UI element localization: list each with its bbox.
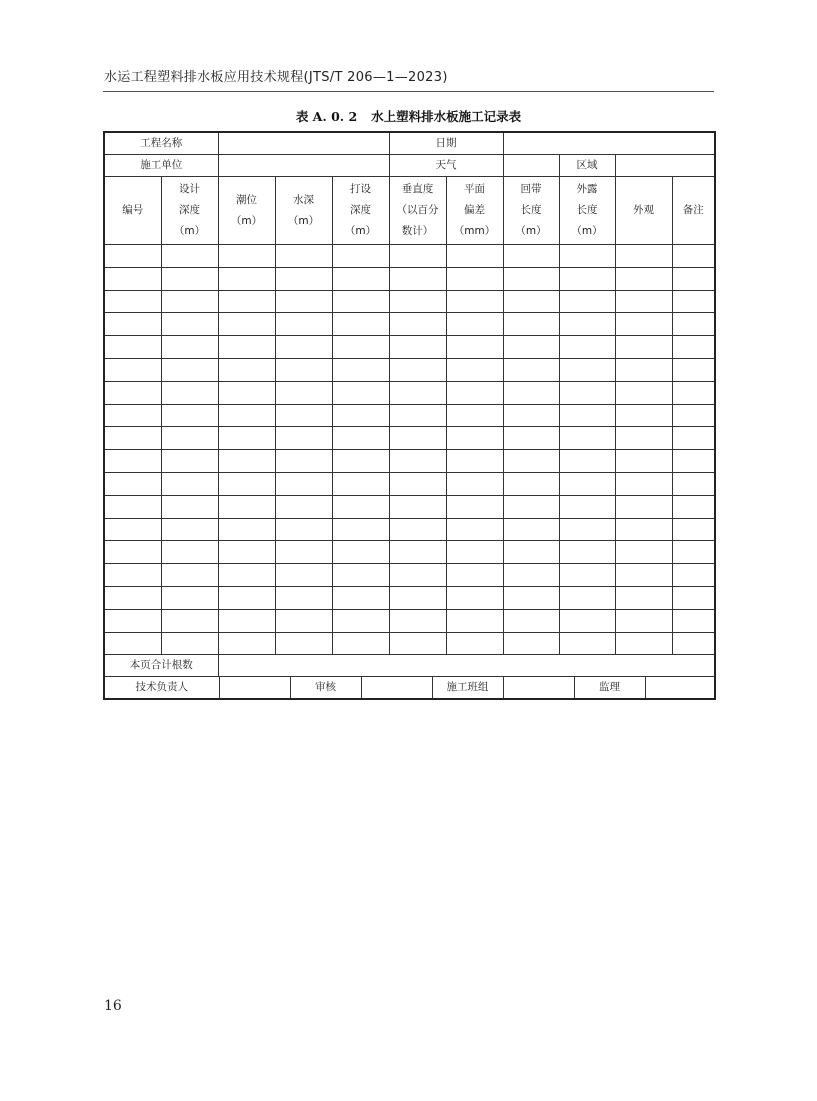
data-cell[interactable]	[446, 564, 503, 587]
date-value[interactable]	[503, 132, 715, 155]
data-cell[interactable]	[446, 381, 503, 404]
data-cell[interactable]	[218, 381, 275, 404]
data-cell[interactable]	[161, 450, 218, 473]
data-cell[interactable]	[559, 586, 615, 609]
data-cell[interactable]	[503, 267, 559, 290]
data-cell[interactable]	[559, 495, 615, 518]
data-cell[interactable]	[559, 632, 615, 655]
column-header-line: 深度	[350, 204, 371, 216]
data-cell[interactable]	[389, 336, 446, 359]
data-cell[interactable]	[446, 358, 503, 381]
data-cell[interactable]	[559, 518, 615, 541]
data-cell[interactable]	[672, 313, 715, 336]
data-cell[interactable]	[332, 336, 389, 359]
table-row	[104, 586, 715, 609]
data-cell[interactable]	[389, 450, 446, 473]
data-cell[interactable]	[389, 609, 446, 632]
data-cell[interactable]	[615, 541, 672, 564]
data-cell[interactable]	[218, 290, 275, 313]
supervision-value[interactable]	[645, 677, 715, 698]
data-cell[interactable]	[275, 518, 332, 541]
total-count-value[interactable]	[218, 655, 715, 677]
data-cell[interactable]	[161, 564, 218, 587]
data-cell[interactable]	[559, 541, 615, 564]
data-cell[interactable]	[672, 632, 715, 655]
date-label: 日期	[389, 132, 503, 155]
data-cell[interactable]	[218, 472, 275, 495]
data-cell[interactable]	[503, 381, 559, 404]
data-cell[interactable]	[275, 336, 332, 359]
data-cell[interactable]	[446, 313, 503, 336]
data-cell[interactable]	[161, 427, 218, 450]
data-cell[interactable]	[104, 427, 161, 450]
data-cell[interactable]	[218, 609, 275, 632]
data-cell[interactable]	[615, 404, 672, 427]
data-cell[interactable]	[503, 358, 559, 381]
column-header	[104, 177, 161, 245]
data-cell[interactable]	[218, 245, 275, 268]
data-cell[interactable]	[672, 336, 715, 359]
data-cell[interactable]	[332, 472, 389, 495]
data-cell[interactable]	[503, 450, 559, 473]
data-cell[interactable]	[104, 267, 161, 290]
data-cell[interactable]	[615, 495, 672, 518]
data-cell[interactable]	[332, 518, 389, 541]
data-cell[interactable]	[389, 427, 446, 450]
data-cell[interactable]	[161, 404, 218, 427]
data-cell[interactable]	[615, 564, 672, 587]
data-cell[interactable]	[332, 381, 389, 404]
table-title: 水上塑料排水板施工记录表	[371, 109, 522, 124]
data-cell[interactable]	[559, 267, 615, 290]
column-header	[218, 177, 275, 245]
column-header-line: （m）	[571, 225, 603, 237]
data-cell[interactable]	[275, 632, 332, 655]
header-rule	[103, 91, 714, 92]
data-cell[interactable]	[332, 290, 389, 313]
data-cell[interactable]	[615, 267, 672, 290]
data-cell[interactable]	[559, 609, 615, 632]
data-cell[interactable]	[446, 495, 503, 518]
data-cell[interactable]	[503, 404, 559, 427]
data-cell[interactable]	[275, 358, 332, 381]
data-cell[interactable]	[672, 267, 715, 290]
table-caption	[103, 107, 714, 125]
page-number: 16	[104, 998, 122, 1014]
data-cell[interactable]	[615, 245, 672, 268]
data-cell[interactable]	[104, 290, 161, 313]
total-count-label: 本页合计根数	[104, 655, 218, 677]
data-cell[interactable]	[559, 404, 615, 427]
table-row	[104, 404, 715, 427]
table-row	[104, 518, 715, 541]
data-cell[interactable]	[389, 267, 446, 290]
data-cell[interactable]	[615, 609, 672, 632]
data-cell[interactable]	[332, 564, 389, 587]
data-cell[interactable]	[104, 450, 161, 473]
construction-unit-value[interactable]	[218, 155, 389, 177]
data-cell[interactable]	[161, 609, 218, 632]
data-cell[interactable]	[332, 495, 389, 518]
data-cell[interactable]	[161, 586, 218, 609]
data-cell[interactable]	[672, 541, 715, 564]
data-cell[interactable]	[503, 541, 559, 564]
zone-label: 区域	[559, 155, 615, 177]
signature-table	[105, 677, 715, 698]
column-header	[446, 177, 503, 245]
data-cell[interactable]	[446, 336, 503, 359]
column-header-line: 长度	[520, 204, 542, 216]
data-cell[interactable]	[672, 358, 715, 381]
data-cell[interactable]	[332, 313, 389, 336]
data-cell[interactable]	[389, 472, 446, 495]
data-cell[interactable]	[615, 313, 672, 336]
data-cell[interactable]	[161, 541, 218, 564]
info-row-project	[104, 132, 715, 155]
data-cell[interactable]	[672, 495, 715, 518]
data-cell[interactable]	[559, 336, 615, 359]
table-row	[104, 290, 715, 313]
data-cell[interactable]	[104, 564, 161, 587]
data-cell[interactable]	[218, 564, 275, 587]
data-cell[interactable]	[275, 472, 332, 495]
data-cell[interactable]	[218, 541, 275, 564]
column-header-line: 潮位	[236, 193, 257, 206]
data-cell[interactable]	[672, 450, 715, 473]
data-cell[interactable]	[275, 290, 332, 313]
column-header-line: 回带	[520, 183, 542, 195]
data-cell[interactable]	[389, 495, 446, 518]
zone-value[interactable]	[615, 155, 715, 177]
data-cell[interactable]	[275, 245, 332, 268]
data-cell[interactable]	[332, 427, 389, 450]
data-cell[interactable]	[275, 450, 332, 473]
data-cell[interactable]	[218, 632, 275, 655]
data-cell[interactable]	[615, 450, 672, 473]
table-row	[104, 472, 715, 495]
data-cell[interactable]	[332, 404, 389, 427]
data-cell[interactable]	[389, 381, 446, 404]
column-header-line: （m）	[287, 214, 320, 227]
data-cell[interactable]	[615, 586, 672, 609]
data-cell[interactable]	[161, 358, 218, 381]
crew-label: 施工班组	[432, 677, 503, 698]
data-cell[interactable]	[275, 495, 332, 518]
table-row	[104, 267, 715, 290]
column-header-line: （mm）	[453, 225, 496, 237]
data-cell[interactable]	[161, 245, 218, 268]
data-cell[interactable]	[615, 472, 672, 495]
data-cell[interactable]	[559, 290, 615, 313]
data-cell[interactable]	[559, 450, 615, 473]
data-cell[interactable]	[446, 518, 503, 541]
data-cell[interactable]	[503, 290, 559, 313]
column-header-line: （m）	[515, 225, 547, 237]
data-cell[interactable]	[446, 609, 503, 632]
column-header-line: 长度	[576, 204, 598, 216]
column-header-line: （m）	[173, 225, 206, 237]
column-header	[503, 177, 559, 245]
data-cell[interactable]	[672, 586, 715, 609]
data-cell[interactable]	[672, 472, 715, 495]
review-value[interactable]	[361, 677, 432, 698]
data-cell[interactable]	[275, 381, 332, 404]
signature-row	[104, 677, 715, 700]
data-cell[interactable]	[503, 313, 559, 336]
data-cell[interactable]	[672, 427, 715, 450]
data-cell[interactable]	[559, 245, 615, 268]
column-header-row	[104, 177, 715, 245]
data-cell[interactable]	[218, 586, 275, 609]
column-header-line: 编号	[122, 204, 144, 216]
crew-value[interactable]	[503, 677, 574, 698]
data-cell[interactable]	[332, 632, 389, 655]
data-cell[interactable]	[104, 586, 161, 609]
data-cell[interactable]	[332, 586, 389, 609]
data-cell[interactable]	[332, 541, 389, 564]
data-cell[interactable]	[389, 518, 446, 541]
data-cell[interactable]	[446, 290, 503, 313]
column-header-line: 备注	[682, 204, 704, 216]
data-cell[interactable]	[615, 381, 672, 404]
data-cell[interactable]	[615, 336, 672, 359]
data-cell[interactable]	[161, 313, 218, 336]
data-cell[interactable]	[446, 632, 503, 655]
data-cell[interactable]	[503, 564, 559, 587]
column-header	[332, 177, 389, 245]
data-cell[interactable]	[218, 404, 275, 427]
signature-cell	[104, 677, 715, 700]
data-cell[interactable]	[446, 450, 503, 473]
data-cell[interactable]	[503, 427, 559, 450]
data-cell[interactable]	[503, 336, 559, 359]
data-cell[interactable]	[446, 404, 503, 427]
table-row	[104, 358, 715, 381]
data-cell[interactable]	[275, 313, 332, 336]
column-header-line: （m）	[344, 225, 377, 237]
data-cell[interactable]	[389, 245, 446, 268]
table-row	[104, 450, 715, 473]
table-row	[104, 632, 715, 655]
data-cell[interactable]	[503, 518, 559, 541]
data-cell[interactable]	[389, 313, 446, 336]
data-cell[interactable]	[275, 609, 332, 632]
data-cell[interactable]	[104, 358, 161, 381]
table-row	[104, 427, 715, 450]
data-cell[interactable]	[446, 541, 503, 564]
data-cell[interactable]	[218, 427, 275, 450]
column-header-line: （m）	[230, 214, 263, 227]
column-header-line: 打设	[350, 183, 371, 195]
data-cell[interactable]	[672, 290, 715, 313]
data-cell[interactable]	[275, 267, 332, 290]
data-cell[interactable]	[161, 290, 218, 313]
data-cell[interactable]	[559, 313, 615, 336]
data-cell[interactable]	[446, 245, 503, 268]
data-cell[interactable]	[559, 564, 615, 587]
technical-lead-value[interactable]	[219, 677, 290, 698]
data-cell[interactable]	[389, 541, 446, 564]
data-cell[interactable]	[104, 472, 161, 495]
data-cell[interactable]	[559, 358, 615, 381]
data-cell[interactable]	[615, 290, 672, 313]
construction-unit-label: 施工单位	[104, 155, 218, 177]
column-header-line: 水深	[293, 193, 314, 206]
weather-label: 天气	[389, 155, 503, 177]
weather-value[interactable]	[503, 155, 559, 177]
column-header-line: 深度	[179, 204, 200, 216]
data-cell[interactable]	[104, 495, 161, 518]
data-cell[interactable]	[446, 267, 503, 290]
data-cell[interactable]	[446, 427, 503, 450]
table-row	[104, 245, 715, 268]
data-cell[interactable]	[275, 404, 332, 427]
data-cell[interactable]	[332, 358, 389, 381]
project-name-value[interactable]	[218, 132, 389, 155]
construction-record-table	[103, 131, 716, 700]
data-cell[interactable]	[672, 404, 715, 427]
column-header	[615, 177, 672, 245]
data-cell[interactable]	[615, 427, 672, 450]
data-cell[interactable]	[275, 586, 332, 609]
column-header-line: 设计	[179, 183, 200, 195]
data-cell[interactable]	[332, 609, 389, 632]
table-row	[104, 609, 715, 632]
data-cell[interactable]	[104, 541, 161, 564]
data-cell[interactable]	[161, 381, 218, 404]
data-cell[interactable]	[446, 472, 503, 495]
data-cell[interactable]	[218, 336, 275, 359]
review-label: 审核	[290, 677, 361, 698]
column-header-line: （以百分	[396, 204, 439, 216]
data-cell[interactable]	[559, 472, 615, 495]
table-row	[104, 541, 715, 564]
data-cell[interactable]	[161, 518, 218, 541]
data-cell[interactable]	[672, 564, 715, 587]
data-cell[interactable]	[615, 358, 672, 381]
data-cell[interactable]	[218, 450, 275, 473]
data-cell[interactable]	[161, 267, 218, 290]
data-cell[interactable]	[104, 609, 161, 632]
data-cell[interactable]	[615, 518, 672, 541]
total-row	[104, 655, 715, 677]
data-cell[interactable]	[104, 313, 161, 336]
data-cell[interactable]	[389, 290, 446, 313]
data-cell[interactable]	[559, 381, 615, 404]
data-cell[interactable]	[389, 404, 446, 427]
column-header	[672, 177, 715, 245]
data-cell[interactable]	[161, 495, 218, 518]
data-cell[interactable]	[218, 495, 275, 518]
project-name-label: 工程名称	[104, 132, 218, 155]
data-cell[interactable]	[389, 632, 446, 655]
running-header: 水运工程塑料排水板应用技术规程(JTS/T 206—1—2023)	[104, 70, 448, 85]
data-cell[interactable]	[503, 632, 559, 655]
table-row	[104, 381, 715, 404]
table-number: 表 A. 0. 2	[295, 109, 358, 124]
data-cell[interactable]	[104, 381, 161, 404]
data-rows	[104, 245, 715, 655]
column-header	[275, 177, 332, 245]
data-cell[interactable]	[104, 245, 161, 268]
column-header-line: 外露	[576, 183, 598, 195]
column-header-line: 垂直度	[401, 183, 434, 195]
data-cell[interactable]	[332, 450, 389, 473]
supervision-label: 监理	[574, 677, 645, 698]
column-header-line: 数计）	[401, 225, 434, 237]
data-cell[interactable]	[615, 632, 672, 655]
data-cell[interactable]	[218, 313, 275, 336]
data-cell[interactable]	[389, 358, 446, 381]
data-cell[interactable]	[218, 358, 275, 381]
data-cell[interactable]	[503, 586, 559, 609]
column-header-line: 平面	[464, 183, 486, 195]
data-cell[interactable]	[275, 564, 332, 587]
data-cell[interactable]	[161, 472, 218, 495]
data-cell[interactable]	[104, 632, 161, 655]
data-cell[interactable]	[503, 495, 559, 518]
table-row	[104, 495, 715, 518]
data-cell[interactable]	[446, 586, 503, 609]
column-header-line: 偏差	[464, 204, 486, 216]
info-row-unit	[104, 155, 715, 177]
table-row	[104, 313, 715, 336]
table-row	[104, 564, 715, 587]
data-cell[interactable]	[332, 245, 389, 268]
data-cell[interactable]	[275, 427, 332, 450]
table-row	[104, 336, 715, 359]
data-cell[interactable]	[672, 518, 715, 541]
data-cell[interactable]	[218, 267, 275, 290]
data-cell[interactable]	[503, 245, 559, 268]
data-cell[interactable]	[218, 518, 275, 541]
data-cell[interactable]	[104, 336, 161, 359]
data-cell[interactable]	[389, 586, 446, 609]
data-cell[interactable]	[161, 632, 218, 655]
column-header	[559, 177, 615, 245]
data-cell[interactable]	[559, 427, 615, 450]
data-cell[interactable]	[672, 609, 715, 632]
data-cell[interactable]	[672, 245, 715, 268]
data-cell[interactable]	[332, 267, 389, 290]
column-header	[161, 177, 218, 245]
column-header-line: 外观	[633, 204, 655, 216]
data-cell[interactable]	[275, 541, 332, 564]
column-header	[389, 177, 446, 245]
data-cell[interactable]	[104, 518, 161, 541]
data-cell[interactable]	[161, 336, 218, 359]
data-cell[interactable]	[503, 609, 559, 632]
data-cell[interactable]	[104, 404, 161, 427]
data-cell[interactable]	[389, 564, 446, 587]
technical-lead-label: 技术负责人	[135, 681, 188, 694]
data-cell[interactable]	[503, 472, 559, 495]
data-cell[interactable]	[672, 381, 715, 404]
